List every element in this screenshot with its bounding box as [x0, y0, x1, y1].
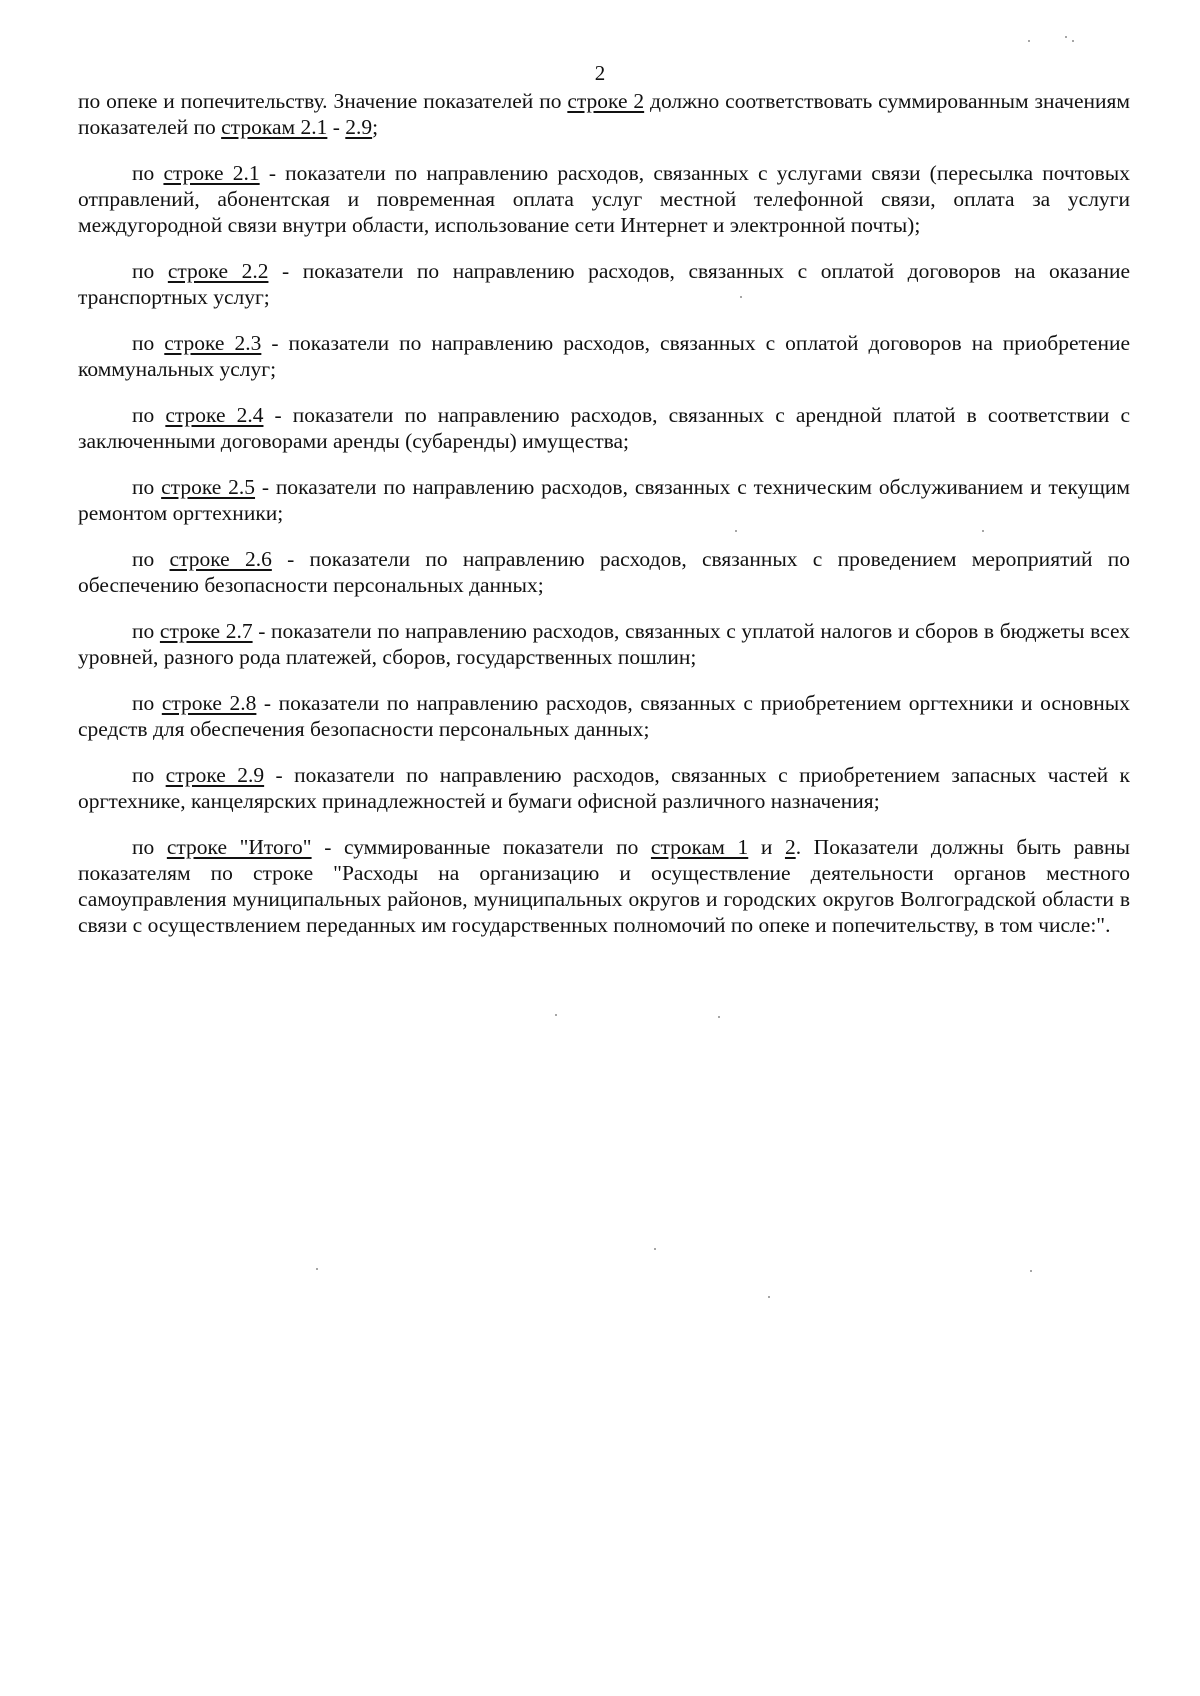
- paragraph: [78, 330, 1130, 382]
- paragraph: [78, 762, 1130, 814]
- scan-speck: [735, 530, 737, 532]
- paragraph-text: по: [132, 619, 160, 643]
- paragraph-text: - суммированные показатели по: [311, 835, 651, 859]
- scan-speck: [654, 1248, 656, 1250]
- paragraph-text: по: [132, 331, 165, 355]
- paragraph-text: по: [132, 763, 166, 787]
- row-reference: строке 2.2: [167, 259, 269, 283]
- paragraph-text: - показатели по направлению расходов, связанных с проведением мероприятий по обеспечению безопасности персональных данных;: [78, 547, 1131, 597]
- row-reference: строке 2.5: [161, 475, 256, 499]
- paragraph-text: - показатели по направлению расходов, связанных с оплатой договоров на приобретение коммунальных услуг;: [78, 331, 1130, 381]
- scan-speck: [1030, 1270, 1032, 1272]
- paragraph: [78, 618, 1130, 670]
- row-reference: строке "Итого": [166, 835, 312, 859]
- scan-speck: [555, 1014, 557, 1016]
- paragraph-text: по: [132, 547, 170, 571]
- paragraph-text: - показатели по направлению расходов, связанных с оплатой договоров на оказание транспортных услуг;: [78, 259, 1130, 309]
- paragraph-text: - показатели по направлению расходов, связанных с уплатой налогов и сборов в бюджеты всех уровней, разного рода платежей, сборов, государственных пошлин;: [78, 619, 1130, 669]
- row-reference: строке 2.4: [165, 403, 264, 427]
- paragraph-text: по: [132, 691, 162, 715]
- scan-speck: [982, 530, 984, 532]
- page-number: 2: [594, 61, 606, 85]
- paragraph: [78, 258, 1130, 310]
- paragraph-text: по: [132, 475, 162, 499]
- scan-speck: [316, 1268, 318, 1270]
- scan-speck: [740, 296, 742, 298]
- paragraph-text: - показатели по направлению расходов, связанных с приобретением оргтехники и основных средств для обеспечения безопасности персональных данных;: [78, 691, 1131, 741]
- scan-speck: [768, 1296, 770, 1298]
- paragraph-text: - показатели по направлению расходов, связанных с услугами связи (пересылка почтовых отправлений, абонентская и повременная оплата услуг местной телефонной связи, оплата за услуги междугородной связи внутри области, использование сети Интернет и электронной почты);: [78, 161, 1130, 237]
- scan-speck: [1065, 36, 1067, 38]
- document-body: [78, 88, 1130, 958]
- row-reference: строке 2.3: [164, 331, 262, 355]
- scan-speck: [1072, 40, 1074, 42]
- row-reference: строке 2.8: [161, 691, 257, 715]
- paragraph: [78, 402, 1130, 454]
- row-reference: 2: [784, 835, 796, 859]
- paragraph-text: по опеке и попечительству. Значение показателей по: [78, 89, 568, 113]
- paragraph-text: по: [132, 161, 164, 185]
- paragraph: [78, 88, 1130, 140]
- paragraph-text: по: [132, 259, 168, 283]
- paragraph-text: - показатели по направлению расходов, связанных с арендной платой в соответствии с заключенными договорами аренды (субаренды) имущества;: [78, 403, 1130, 453]
- paragraph-text: по: [132, 403, 166, 427]
- paragraph: [78, 474, 1130, 526]
- row-reference: 2.9: [345, 115, 373, 139]
- scan-speck: [718, 1016, 720, 1018]
- paragraph: [78, 834, 1130, 938]
- paragraph-text: должно соответствовать суммированным значениям показателей по: [78, 89, 1131, 139]
- row-reference: строке 2.6: [169, 547, 272, 571]
- paragraph-text: ;: [372, 115, 379, 139]
- row-reference: строке 2.7: [159, 619, 253, 643]
- paragraph: [78, 546, 1130, 598]
- row-reference: строке 2: [567, 89, 645, 113]
- paragraph-text: и: [748, 835, 785, 859]
- paragraph: [78, 690, 1130, 742]
- paragraph-text: . Показатели должны быть равны показателям по строке "Расходы на организацию и осуществление деятельности органов местного самоуправления муниципальных районов, муниципальных округов и городских округов Волгоградской области в связи с осуществлением переданных им государственных полномочий по опеке и попечительству, в том числе:".: [78, 835, 1130, 937]
- paragraph-text: - показатели по направлению расходов, связанных с техническим обслуживанием и текущим ремонтом оргтехники;: [78, 475, 1130, 525]
- paragraph-text: - показатели по направлению расходов, связанных с приобретением запасных частей к оргтехнике, канцелярских принадлежностей и бумаги офисной различного назначения;: [78, 763, 1131, 813]
- row-reference: строкам 2.1: [221, 115, 328, 139]
- paragraph: [78, 160, 1130, 238]
- row-reference: строке 2.1: [163, 161, 260, 185]
- row-reference: строкам 1: [650, 835, 749, 859]
- scan-speck: [1028, 40, 1030, 42]
- paragraph-text: по: [132, 835, 167, 859]
- row-reference: строке 2.9: [165, 763, 265, 787]
- paragraph-text: -: [327, 115, 346, 139]
